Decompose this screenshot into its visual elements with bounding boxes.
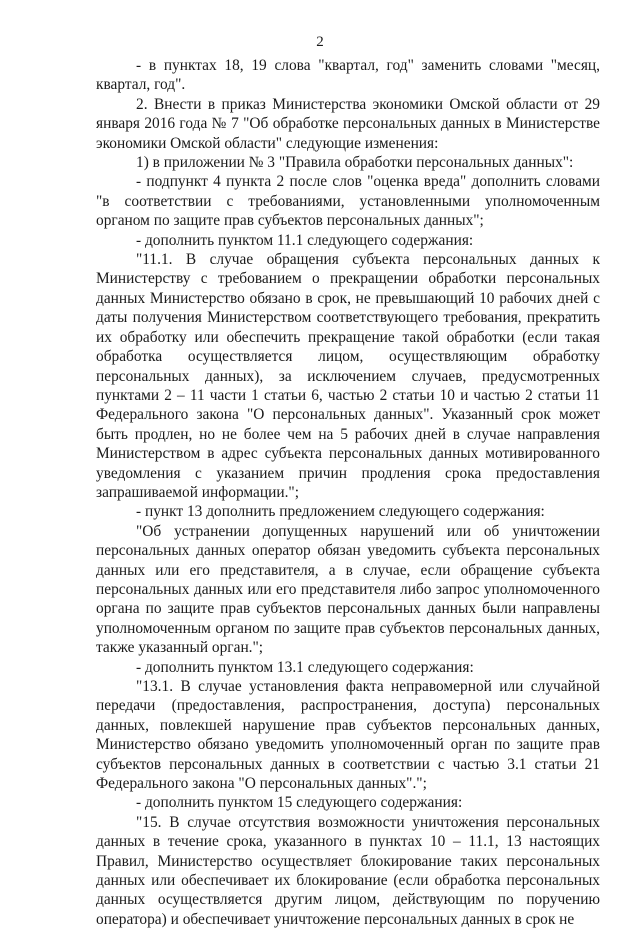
paragraph-add-point-11-1: - дополнить пунктом 11.1 следующего содержания: xyxy=(136,231,474,249)
paragraph-add-point-15: - дополнить пунктом 15 следующего содержания: xyxy=(136,794,463,812)
paragraph-point-11-1-text: "11.1. В случае обращения субъекта персональных данных к Министерству с требованием о прекращении обработки персональных данных Министерство обязано в срок, не превышающий 10 рабочих дней с даты получения Министерством соответствующего требования, прекратить их обработку или обеспечить прекращение такой обработки (если такая обработка осуществляется лицом, осуществляющим обработку персональных данных), за исключением случаев, предусмотренных пунктами 2 – 11 части 1 статьи 6, частью 2 статьи 10 и частью 2 статьи 11 Федерального закона "О персональных данных". Указанный срок может быть продлен, но не более чем на 5 рабочих дней в случае направления Министерством в адрес субъекта персональных данных мотивированного уведомления с указанием причин продления срока предоставления запрашиваемой информации."; xyxy=(96,251,600,501)
paragraph-add-point-13-1: - дополнить пунктом 13.1 следующего содержания: xyxy=(136,658,474,676)
document-body xyxy=(96,56,600,929)
paragraph-item-2-order: 2. Внести в приказ Министерства экономики Омской области от 29 января 2016 года № 7 "Об обработке персональных данных в Министерстве экономики Омской области" следующие изменения: xyxy=(96,95,600,152)
paragraph-point-15-text: "15. В случае отсутствия возможности уничтожения персональных данных в течение срока, указанного в пунктах 10 – 11.1, 13 настоящих Правил, Министерство осуществляет блокирование таких персональных данных или обеспечивает их блокирование (если обработка персональных данных осуществляется другим лицом, действующим по поручению оператора) и обеспечивает уничтожение персональных данных в срок не xyxy=(96,813,600,928)
paragraph-amend-points-18-19: - в пунктах 18, 19 слова "квартал, год" заменить словами "месяц, квартал, год". xyxy=(96,57,600,94)
paragraph-point-13-addition: - пункт 13 дополнить предложением следующего содержания: xyxy=(136,503,545,521)
paragraph-point-13-1-text: "13.1. В случае установления факта неправомерной или случайной передачи (предоставления, распространения, доступа) персональных данных, повлекшей нарушение прав субъектов персональных данных, Министерство обязано уведомить уполномоченный орган по защите прав субъектов персональных данных в соответствии с частью 3.1 статьи 21 Федерального закона "О персональных данных"."; xyxy=(96,678,600,793)
page-number: 2 xyxy=(316,34,324,50)
paragraph-subpoint-4-point-2: - подпункт 4 пункта 2 после слов "оценка вреда" дополнить словами "в соответствии с требованиями, установленными уполномоченным органом по защите прав субъектов персональных данных"; xyxy=(96,173,600,230)
paragraph-subitem-1-appendix-3: 1) в приложении № 3 "Правила обработки персональных данных": xyxy=(136,154,574,172)
paragraph-point-13-text: "Об устранении допущенных нарушений или об уничтожении персональных данных оператор обязан уведомить субъекта персональных данных или его представителя, а в случае, если обращение субъекта персональных данных или его представителя либо запрос уполномоченного органа по защите прав субъектов персональных данных были направлены уполномоченным органом по защите прав субъектов персональных данных, также указанный орган."; xyxy=(96,522,600,657)
